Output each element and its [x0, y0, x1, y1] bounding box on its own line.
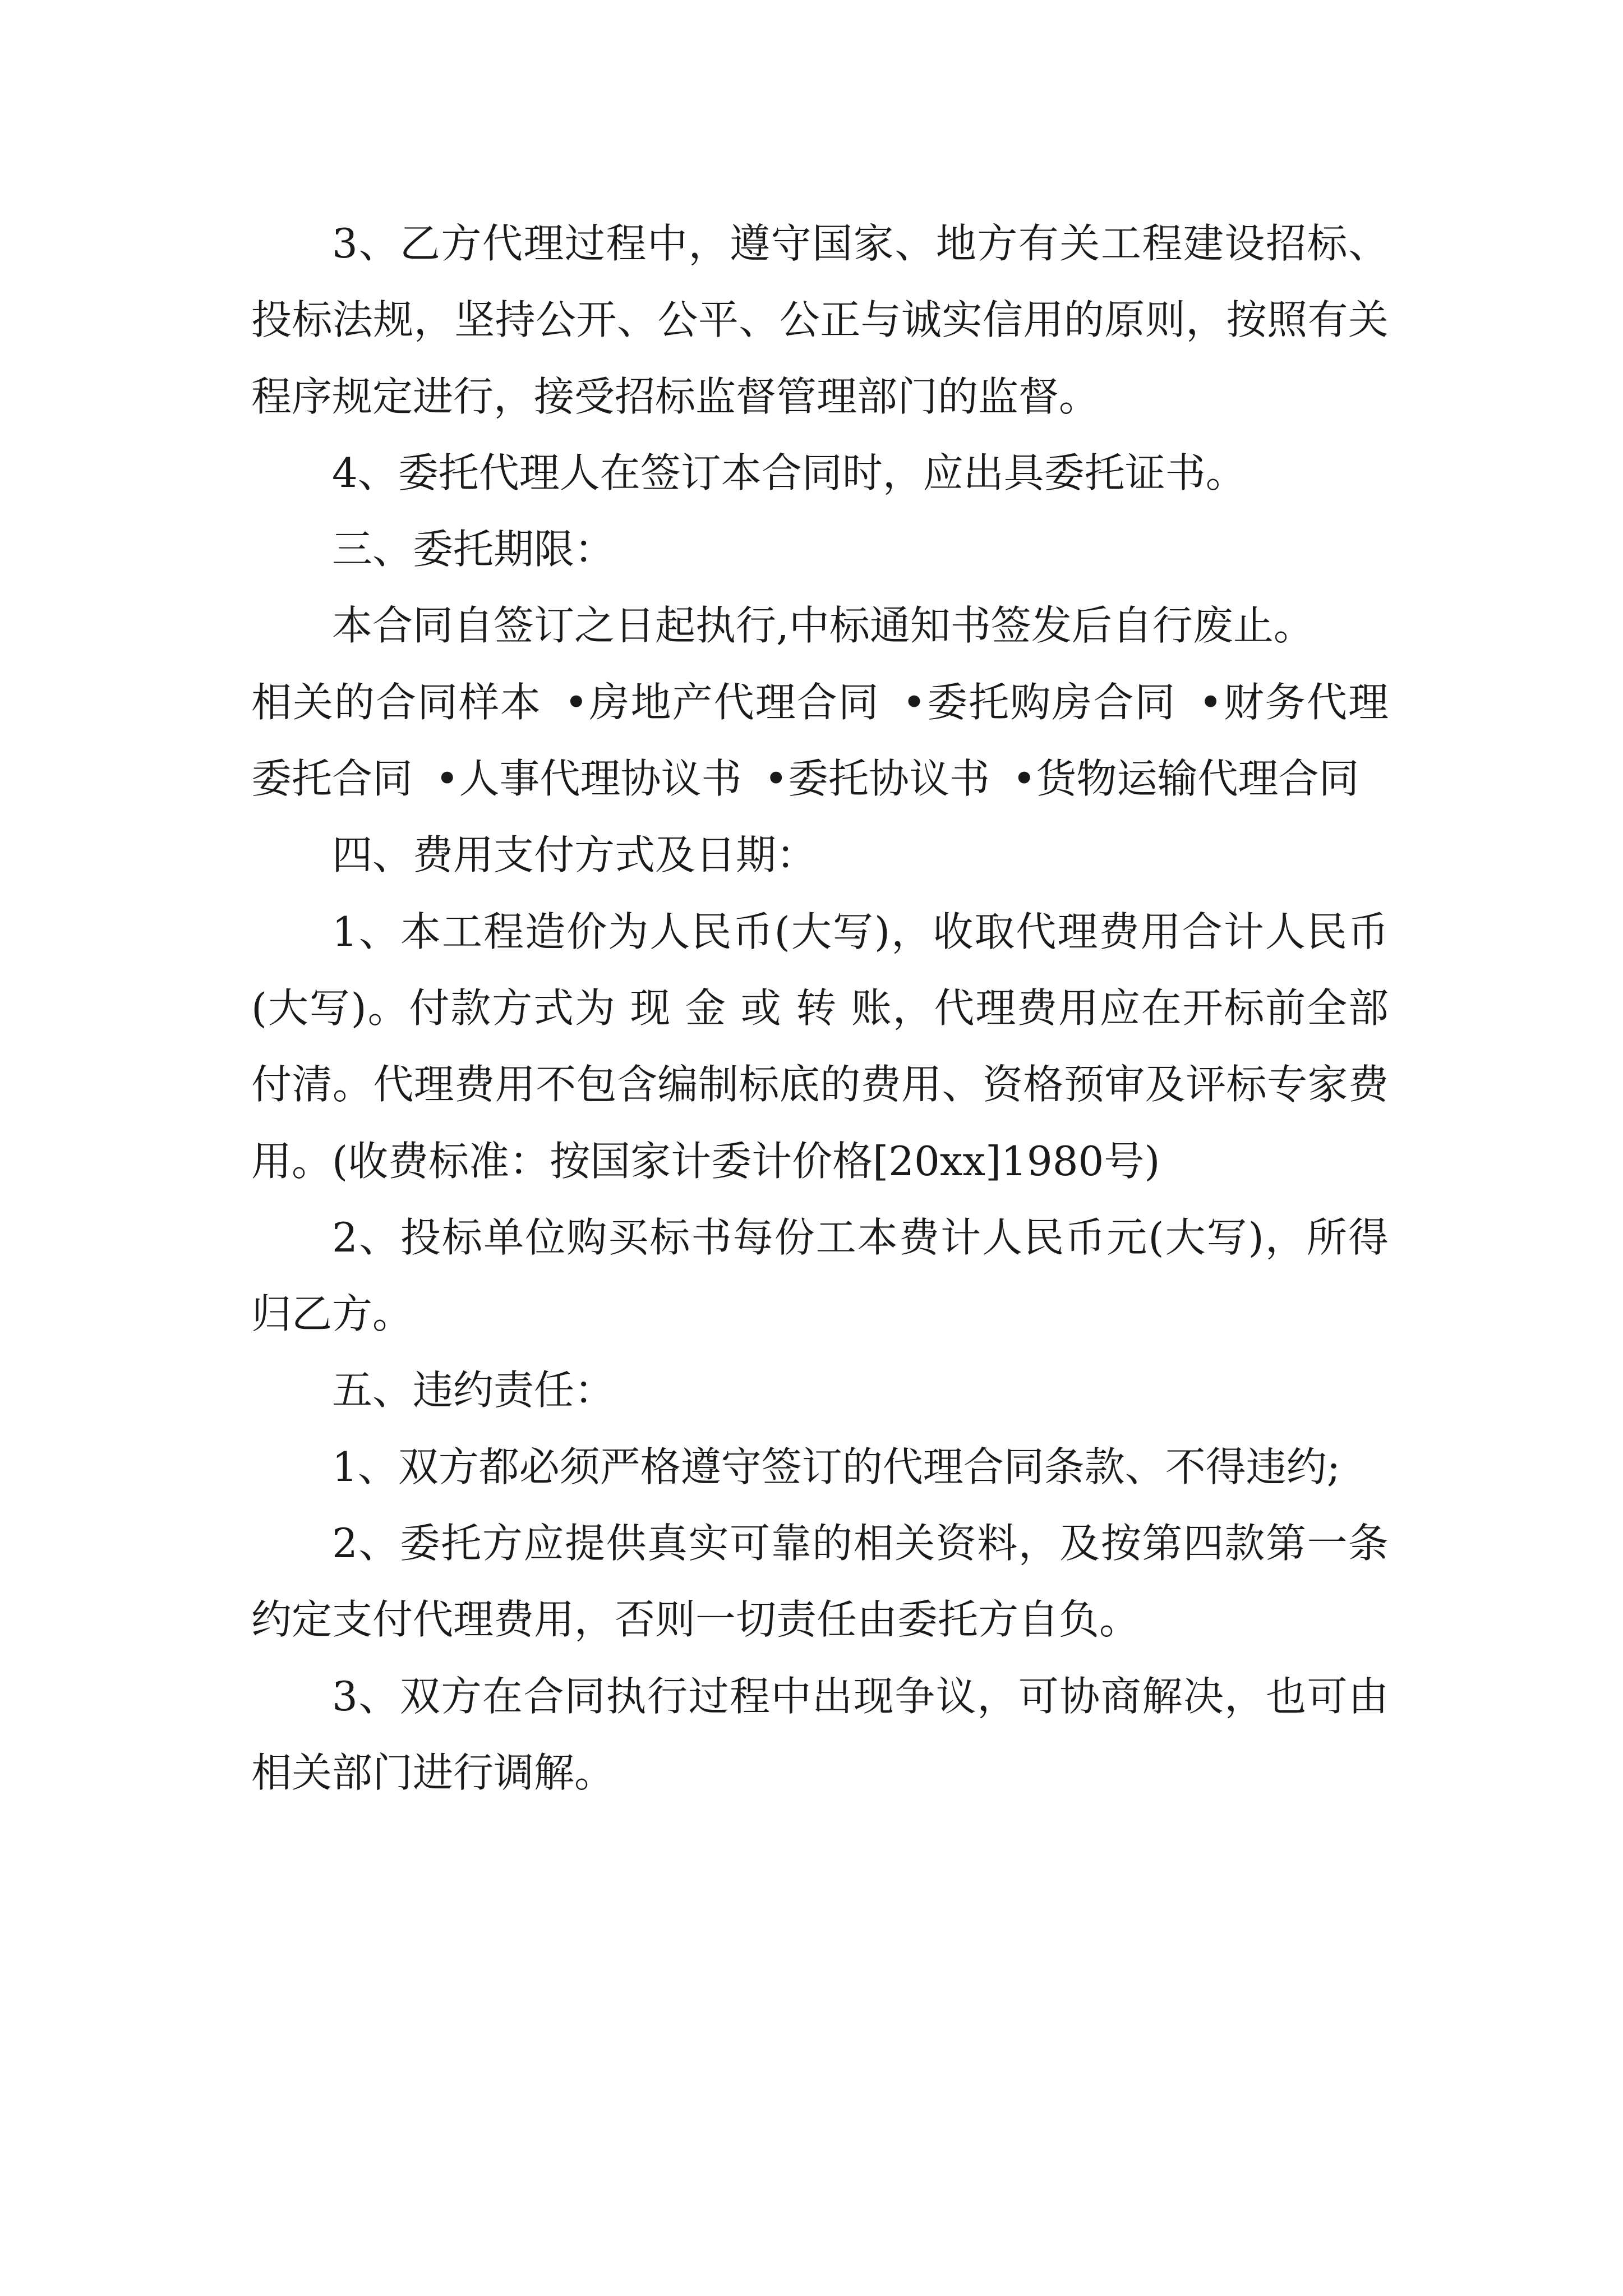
breach-clause-1: 1、双方都必须严格遵守签订的代理合同条款、不得违约; [332, 1443, 1341, 1490]
clause-4-certificate: 4、委托代理人在签订本合同时，应出具委托证书。 [332, 449, 1246, 496]
related-link-real-estate-agency[interactable]: •房地产代理合同 [564, 678, 880, 726]
related-samples [251, 664, 1389, 817]
payment-clause-1: 1、本工程造价为人民币(大写)，收取代理费用合计人民币 (大写)。付款方式为 现 金 或 转 账，代理费用应在开标前全部付清。代理费用不包含编制标底的费用、资格预审及评标专家费用。(收费标准：按国家计委计价格[20xx]1980号) [251, 908, 1389, 1185]
related-link-house-purchase[interactable]: •委托购房合同 [902, 678, 1177, 726]
section-heading-term: 三、委托期限： [332, 526, 615, 573]
section-heading-breach: 五、违约责任： [332, 1366, 615, 1414]
breach-clause-2: 2、委托方应提供真实可靠的相关资料，及按第四款第一条约定支付代理费用，否则一切责任由委托方自负。 [251, 1520, 1389, 1644]
clause-3-compliance: 3、乙方代理过程中，遵守国家、地方有关工程建设招标、投标法规，坚持公开、公平、公正与诚实信用的原则，按照有关程序规定进行，接受招标监督管理部门的监督。 [251, 220, 1389, 420]
section-heading-payment: 四、费用支付方式及日期： [332, 831, 817, 879]
related-link-freight-agency[interactable]: •货物运输代理合同 [1012, 755, 1359, 803]
payment-clause-2: 2、投标单位购买标书每份工本费计人民币元(大写)，所得归乙方。 [251, 1213, 1389, 1338]
term-paragraph: 本合同自签订之日起执行,中标通知书签发后自行废止。 [332, 602, 1314, 650]
related-link-entrustment-agreement[interactable]: •委托协议书 [764, 755, 990, 803]
related-link-financial-agency[interactable]: •财务代理委托合同 [251, 678, 1389, 803]
related-link-personnel-agency[interactable]: •人事代理协议书 [435, 755, 742, 803]
document-body [251, 205, 1389, 1811]
breach-clause-3: 3、双方在合同执行过程中出现争议，可协商解决，也可由相关部门进行调解。 [251, 1672, 1389, 1796]
related-samples-label: 相关的合同样本 [251, 678, 542, 726]
